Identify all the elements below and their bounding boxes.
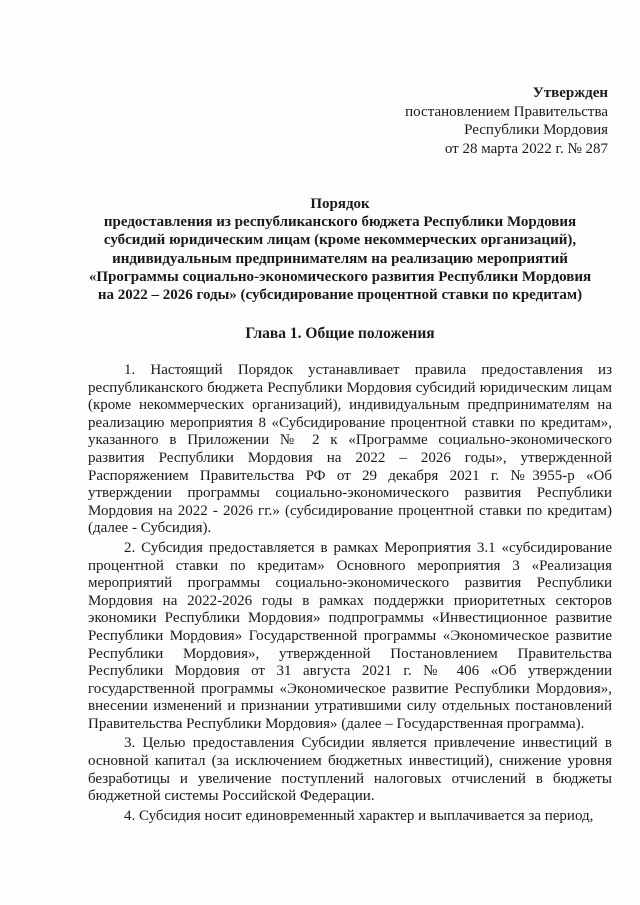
paragraph-2: 2. Субсидия предоставляется в рамках Мероприятия 3.1 «субсидирование процентной ставки по кредитам» Основного мероприятия 3 «Реализация мероприятий программы социально-экономического развития Республики Мордовия на 2022-2026 годы в рамках поддержки приоритетных секторов экономики Республики Мордовия» подпрограммы «Инвестиционное развитие Республики Мордовия» Государственной программы «Экономическое развитие Республики Мордовия», утвержденной Постановлением Правительства Республики Мордовия от 31 августа 2021 г. № 406 «Об утверждении государственной программы «Экономическое развитие Республики Мордовия», внесении изменений и признании утратившими силу отдельных постановлений Правительства Республики Мордовия» (далее – Государственная программа).: [88, 539, 612, 732]
document-body: [88, 362, 612, 827]
approval-line-2: Республики Мордовия: [464, 122, 608, 138]
title-line: предоставления из республиканского бюджета Республики Мордовия: [103, 214, 577, 231]
approval-block: [405, 84, 608, 158]
title-line: на 2022 – 2026 годы» (субсидирование процентной ставки по кредитам): [97, 287, 583, 304]
title-heading: Порядок: [310, 196, 370, 212]
title-line: индивидуальным предпринимателям на реализацию мероприятий: [112, 250, 568, 267]
approval-line-3: от 28 марта 2022 г. № 287: [444, 140, 608, 157]
title-line: субсидий юридическим лицам (кроме некоммерческих организаций),: [103, 232, 577, 249]
title-line: «Программы социально-экономического развития Республики Мордовия: [88, 268, 592, 285]
paragraph-1: 1. Настоящий Порядок устанавливает правила предоставления из республиканского бюджета Республики Мордовия субсидий юридическим лицам (кроме некоммерческих организаций), индивидуальным предпринимателям на реализацию мероприятия 8 «Субсидирование процентной ставки по кредитам», указанного в Приложении № 2 к «Программе социально-экономического развития Республики Мордовия на 2022 – 2026 годы», утвержденной Распоряжением Правительства РФ от 29 декабря 2021 г. №3955-р «Об утверждении программы социально-экономического развития Республики Мордовия на 2022 - 2026 гг.» (субсидирование процентной ставки по кредитам) (далее - Субсидия).: [88, 362, 612, 537]
document-title: [70, 195, 610, 304]
paragraph-4: 4. Субсидия носит единовременный характер и выплачивается за период,: [124, 807, 594, 824]
chapter-heading: Глава 1. Общие положения: [245, 325, 435, 342]
paragraph-3: 3. Целью предоставления Субсидии является привлечение инвестиций в основной капитал (за исключением бюджетных инвестиций), снижение уровня безработицы и увеличение поступлений налоговых отчислений в бюджеты бюджетной системы Российской Федерации.: [88, 735, 612, 805]
approval-line-1: постановлением Правительства: [405, 103, 608, 120]
approval-heading: Утвержден: [532, 85, 608, 101]
